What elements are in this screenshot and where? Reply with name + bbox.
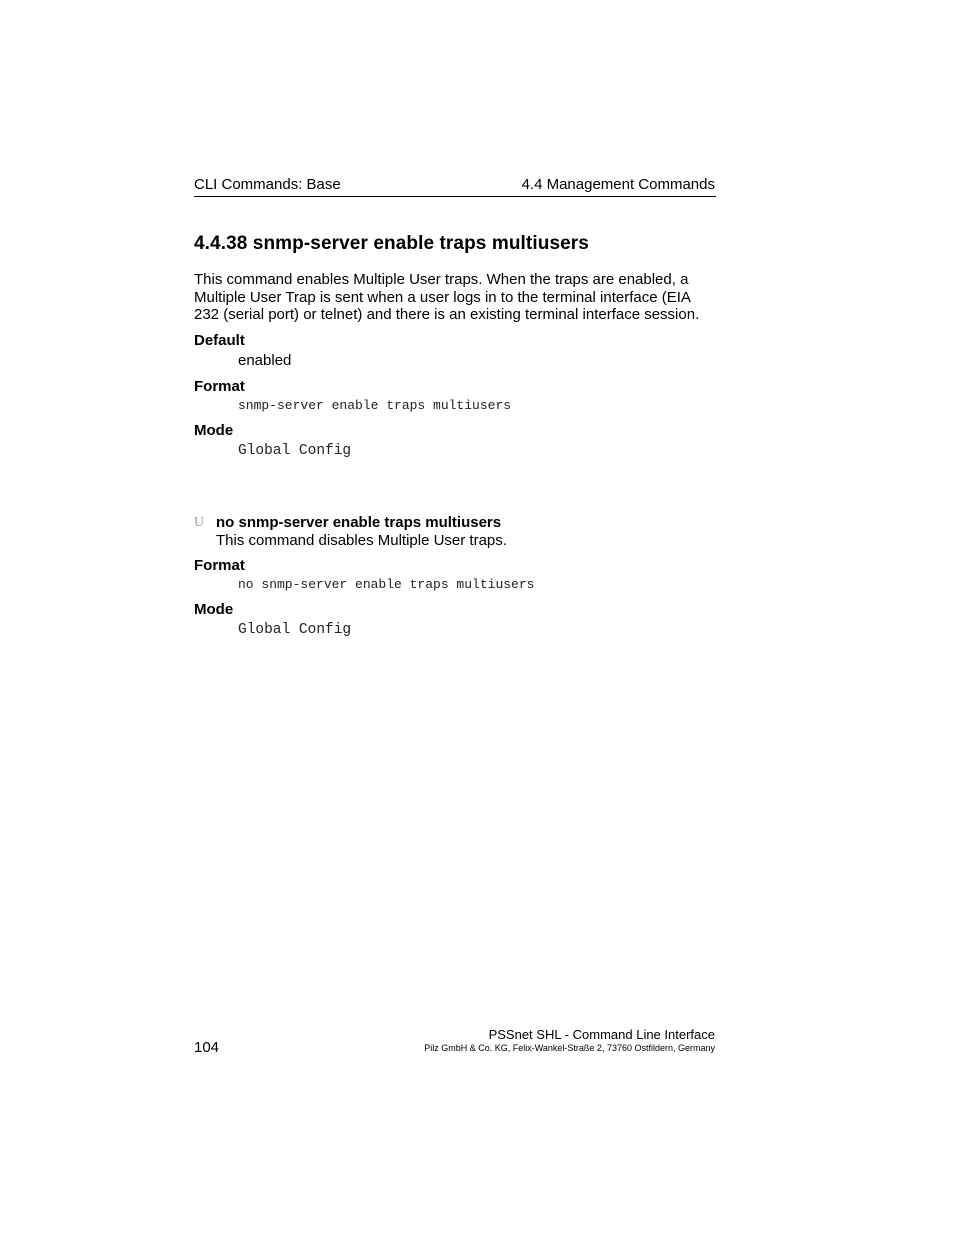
format-value: snmp-server enable traps multiusers [238,398,512,413]
section-title: 4.4.38 snmp-server enable traps multiusers [194,233,589,254]
section-description [194,271,724,324]
page-number: 104 [194,1039,220,1056]
format-label: Format [194,378,245,395]
mode-value: Global Config [238,443,352,459]
bullet-marker: U [194,515,205,530]
header-rule [194,196,716,197]
running-header-chapter: CLI Commands: Base [194,176,341,193]
default-value: enabled [238,352,292,369]
footer-title: PSSnet SHL - Command Line Interface [488,1027,715,1042]
no-format-value: no snmp-server enable traps multiusers [238,577,535,592]
no-format-label: Format [194,557,245,574]
no-command-description: This command disables Multiple User traps. [216,532,507,549]
no-command-title: no snmp-server enable traps multiusers [216,514,502,531]
description-line: Multiple User Trap is sent when a user logs in to the terminal interface (EIA [194,288,691,306]
description-line: 232 (serial port) or telnet) and there is an existing terminal interface session. [194,306,700,323]
mode-label: Mode [194,422,234,439]
running-header-section: 4.4 Management Commands [521,176,715,193]
footer-address: Pilz GmbH & Co. KG, Felix-Wankel-Straße 2, 73760 Ostfildern, Germany [424,1043,715,1053]
no-mode-label: Mode [194,601,234,618]
description-line: This command enables Multiple User traps. When the traps are enabled, a [194,271,689,288]
default-label: Default [194,332,245,349]
no-mode-value: Global Config [238,622,352,638]
